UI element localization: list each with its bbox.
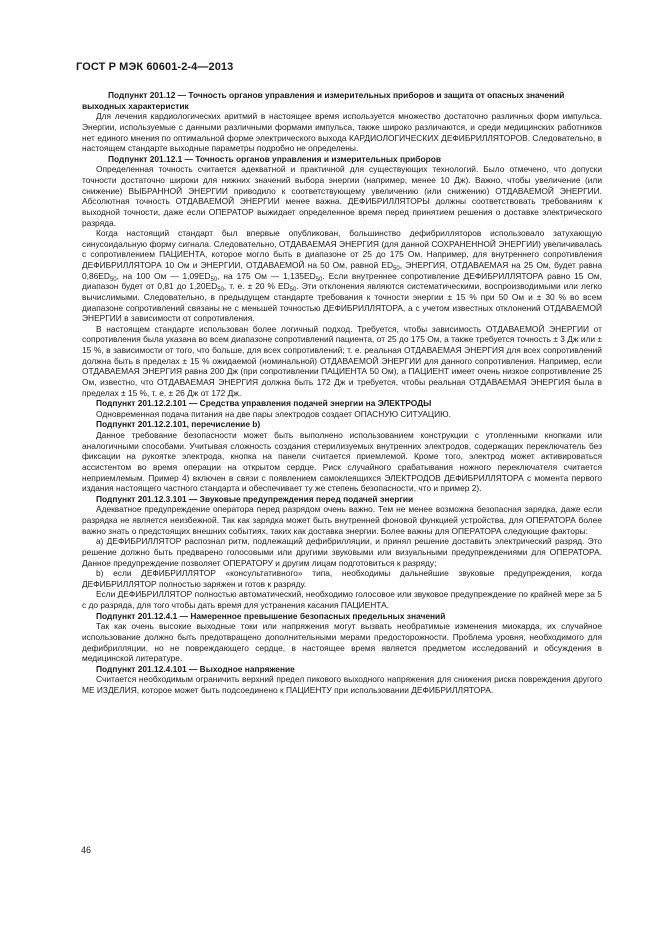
text-run: , на 175 Ом — 1,135ED	[217, 270, 316, 281]
section-heading: Подпункт 201.12.2.101, перечисление b)	[96, 419, 261, 430]
list-item-a: a) ДЕФИБРИЛЛЯТОР распознал ритм, подлежащий дефибрилляции, и принял решение доставить электрический разряд. Это решение должно быть предварено голосовыми или другими звуковыми или визуальными предупреждениями для ОПЕРАТОРА. Данное предупреждение позволяет ОПЕРАТОРУ и другим лицам подготовиться к разряду;	[82, 536, 602, 568]
paragraph: Определенная точность считается адекватной и практичной для существующих технологий. Было отмечено, что допуски точности достаточно широки для нижних значений выбора энергии (например, менее 10 Дж). Важно, чтобы увеличение (или снижение) ВЫБРАННОЙ ЭНЕРГИИ приводило к соответствующему увеличению (или снижению) ОТДАВАЕМОЙ ЭНЕРГИИ. Абсолютная точность ОТДАВАЕМОЙ ЭНЕРГИИ менее важна. ДЕФИБРИЛЛЯТОРЫ должны соответствовать требованиям к выходной точности, даже если ОПЕРАТОР выжидает определенное время перед принятием решения о доставке электрического разряда.	[82, 164, 602, 228]
subscript: 50	[210, 276, 218, 283]
section-heading: Подпункт 201.12 — Точность органов управления и измерительных приборов и защита от опасных значений выходных характеристик	[82, 90, 565, 111]
paragraph: Если ДЕФИБРИЛЛЯТОР полностью автоматический, необходимо голосовое или звуковое предупреждение по крайней мере за 5 с до разряда, для того чтобы дать время для устранения касания ПАЦИЕНТА.	[82, 589, 602, 610]
paragraph-with-formulas	[82, 228, 602, 324]
subscript: 50	[289, 287, 297, 294]
document-body	[82, 90, 602, 696]
subscript: 50	[109, 276, 117, 283]
text-run: , на 100 Ом — 1,09ED	[116, 270, 211, 281]
section-heading: Подпункт 201.12.4.101 — Выходное напряжение	[96, 663, 295, 674]
text-run: , ЭНЕРГИЯ, ОТДАВАЕМАЯ на 25 Ом, будет равна 0,86ED	[82, 260, 603, 281]
section-heading: Подпункт 201.12.3.101 — Звуковые предупреждения перед подачей энергии	[96, 493, 414, 504]
subscript: 50	[315, 276, 323, 283]
paragraph: Так как очень высокие выходные токи или напряжения могут вызвать необратимые изменения миокарда, их случайное использование должно быть предотвращено дополнительными мерами предосторожности. Проблема уровня, необходимого для дефибрилляции, но не повреждающего сердце, в настоящее время является предметом исследований и обсуждения в медицинской литературе.	[82, 621, 602, 664]
symbol-ed: ED	[381, 260, 394, 270]
section-heading: Подпункт 201.12.4.1 — Намеренное превышение безопасных предельных значений	[96, 610, 446, 621]
standard-header: ГОСТ Р МЭК 60601-2-4—2013	[76, 61, 234, 73]
paragraph: Одновременная подача питания на две пары электродов создает ОПАСНУЮ СИТУАЦИЮ.	[96, 408, 451, 419]
page-number: 46	[81, 845, 92, 855]
paragraph: Адекватное предупреждение оператора перед разрядом очень важно. Тем не менее возможна безопасная зарядка, даже если разрядка не является неизбежной. Так как зарядка может быть внутренней фоновой функцией устройства, для ОПЕРАТОРА более важно знать о предстоящих внешних событиях, таких как доставка энергии. Более важны для ОПЕРАТОРА следующие факторы:	[82, 504, 602, 536]
section-heading: Подпункт 201.12.1 — Точность органов управления и измерительных приборов	[108, 153, 441, 164]
paragraph: Данное требование безопасности может быть выполнено использованием конструкции с утопленными кнопками или аналогичными способами. Учитывая сложность создания стерилизуемых внутренних электродов, содержащих переключатель без фиксации на рукоятке электрода, кнопка на панели считается приемлемой. Кроме того, электрод может активироваться ассистентом во время операции на открытом сердце. Риск случайного срабатывания ножного переключателя считается неприемлемым. Пример 4) включен в связи с появлением самоклеящихся ЭЛЕКТРОДОВ ДЕФИБРИЛЛЯТОРА с момента первого издания настоящего частного стандарта и обеспечивает ту же степень безопасности, что и пример 2).	[82, 430, 602, 494]
text-run: . Если внутреннее сопротивление ДЕФИБРИЛЛЯТОРА равно 15 Ом, диапазон будет от 0,81 до 1,20ED	[82, 270, 602, 292]
text-run: Когда настоящий стандарт был впервые опубликован, большинство дефибрилляторов использовало затухающую синусоидальную форму сигнала. Следовательно, ОТДАВАЕМАЯ ЭНЕРГИЯ (для данной СОХРАНЕННОЙ ЭНЕРГИИ) увеличивалась с сопротивлением ПАЦИЕНТА, которое могло быть в диапазоне от 25 до 175 Ом. Например, для внутреннего сопротивления ДЕФИБРИЛЛЯТОРА 10 Ом и ЭНЕРГИИ, ОТДАВАЕМОЙ на 50 Ом, равной	[82, 228, 602, 270]
paragraph: Для лечения кардиологических аритмий в настоящее время используется множество достаточно различных форм импульса. Энергии, используемые с данными различными формами импульса, также широко различаются, и среди медицинских работников нет единого мнения по оптимальной форме электрического выхода КАРДИОЛОГИЧЕСКИХ ДЕФИБРИЛЛЯТОРОВ. Следовательно, в настоящем стандарте выходные параметры подробно не определены.	[82, 111, 602, 154]
paragraph: В настоящем стандарте использован более логичный подход. Требуется, чтобы зависимость ОТДАВАЕМОЙ ЭНЕРГИИ от сопротивления была указана во всем диапазоне сопротивлений пациента, от 25 до 175 Ом, а также требуется точность ± 3 Дж или ± 15 %, в зависимости от того, что больше, для всех сопротивлений; т. е. реальная ОТДАВАЕМАЯ ЭНЕРГИЯ для всех сопротивлений должна быть в пределах ± 15 % ожидаемой (номинальной) ОТДАВАЕМОЙ ЭНЕРГИИ для данного сопротивления. Например, если ОТДАВАЕМАЯ ЭНЕРГИЯ равна 200 Дж (при сопротивлении ПАЦИЕНТА 50 Ом), а ПАЦИЕНТ имеет очень низкое сопротивление 25 Ом, известно, что ОТДАВАЕМАЯ ЭНЕРГИЯ должна быть 172 Дж и требуется, чтобы реальная ОТДАВАЕМАЯ ЭНЕРГИЯ была в пределах ± 15 %, т. е. ± 26 Дж от 172 Дж.	[82, 323, 602, 398]
section-heading: Подпункт 201.12.2.101 — Средства управления подачей энергии на ЭЛЕКТРОДЫ	[96, 398, 432, 409]
list-item-b: b) если ДЕФИБРИЛЛЯТОР «консультативного» типа, необходимы дальнейшие звуковые предупреждения, когда ДЕФИБРИЛЛЯТОР полностью заряжен и готов к разряду.	[82, 568, 602, 589]
paragraph: Считается необходимым ограничить верхний предел пикового выходного напряжения для снижения риска повреждения другого МЕ ИЗДЕЛИЯ, которое может быть подсоединено к ПАЦИЕНТУ при использовании ДЕФИБРИЛЛЯТОРА.	[82, 674, 602, 695]
text-run: , т. е. ± 20 % ED	[223, 281, 290, 292]
subscript: 50	[217, 287, 224, 294]
subscript: 50	[393, 266, 400, 272]
text-run: . Эти отклонения являются систематическими, воспроизводимыми или легко вычислимыми. Следовательно, в предыдущем стандарте требования к точности энергии ± 15 % при 50 Ом и ± 30 % во всем диапазоне сопротивлений связаны не с меньшей точностью ДЕФИБРИЛЛЯТОРА, а с учетом известных отклонений ОТДАВАЕМОЙ ЭНЕРГИИ в зависимости от сопротивления.	[82, 281, 603, 324]
